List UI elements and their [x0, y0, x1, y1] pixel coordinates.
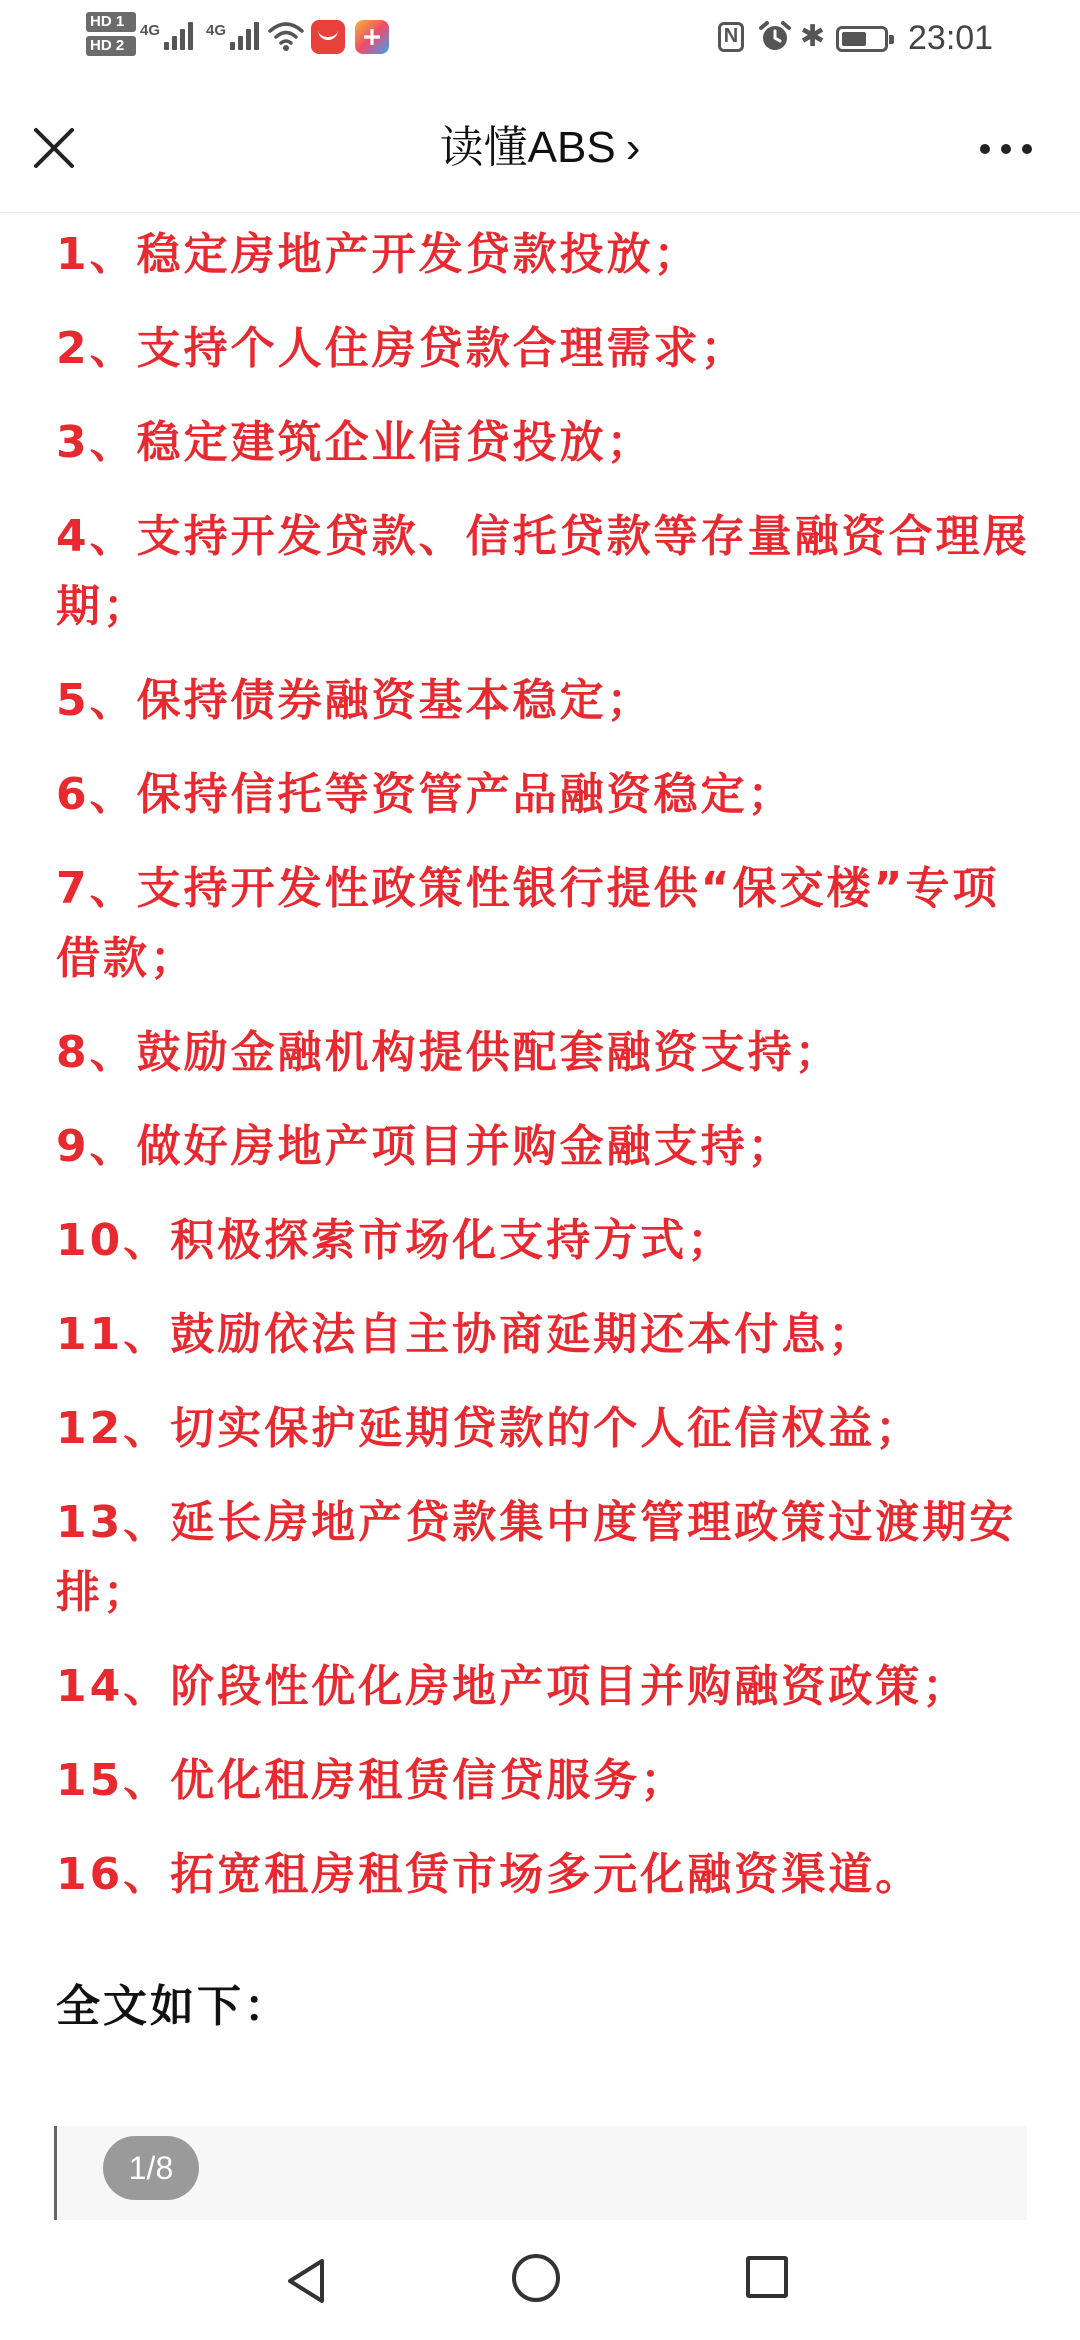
network-type-2: 4G [206, 22, 227, 39]
hd-indicators [86, 12, 136, 60]
list-item: 5、保持债券融资基本稳定； [56, 675, 654, 726]
network-type-1: 4G [140, 22, 161, 39]
signal-icon-2 [230, 20, 262, 50]
list-item: 15、优化租房租赁信贷服务； [56, 1755, 688, 1806]
navigation-bar [0, 2220, 1080, 2340]
document-image-preview[interactable] [54, 2126, 1027, 2220]
list-item: 16、拓宽租房租赁市场多元化融资渠道。 [56, 1849, 923, 1900]
list-item: 4、支持开发贷款、信托贷款等存量融资合理展期； [56, 511, 1030, 632]
account-name[interactable]: 读懂ABS [439, 123, 616, 172]
nav-recent-icon[interactable] [746, 2256, 788, 2298]
more-icon[interactable] [978, 132, 1034, 164]
clock: 23:01 [908, 19, 994, 57]
policy-list [56, 220, 1036, 1910]
alarm-icon [758, 20, 792, 54]
list-item: 1、稳定房地产开发贷款投放； [56, 229, 701, 280]
bluetooth-icon: ✱ [800, 20, 826, 53]
list-item: 11、鼓励依法自主协商延期还本付息； [56, 1309, 876, 1360]
wifi-icon [268, 20, 304, 52]
hd1-badge: HD 1 [86, 12, 136, 32]
title-bar [0, 84, 1080, 213]
list-item: 3、稳定建筑企业信贷投放； [56, 417, 654, 468]
list-item: 13、延长房地产贷款集中度管理政策过渡期安排； [56, 1497, 1017, 1618]
nav-home-icon[interactable] [512, 2254, 560, 2302]
list-item: 2、支持个人住房贷款合理需求； [56, 323, 748, 374]
nfc-icon: N [718, 22, 744, 52]
list-item: 9、做好房地产项目并购金融支持； [56, 1121, 795, 1172]
app-notification-icon [355, 20, 389, 54]
list-item: 8、鼓励金融机构提供配套融资支持； [56, 1027, 842, 1078]
status-bar [0, 0, 1080, 84]
page-title[interactable] [0, 84, 1080, 212]
battery-icon [836, 26, 888, 52]
list-item: 12、切实保护延期贷款的个人征信权益； [56, 1403, 923, 1454]
fulltext-heading: 全文如下： [56, 1981, 291, 2032]
list-item: 6、保持信托等资管产品融资稳定； [56, 769, 795, 820]
nav-back-icon[interactable] [282, 2256, 330, 2306]
hd2-badge: HD 2 [86, 36, 136, 56]
list-item: 7、支持开发性政策性银行提供“保交楼”专项借款； [56, 863, 1000, 984]
chevron-right-icon: › [625, 123, 641, 172]
article-body [56, 212, 1036, 2042]
page-indicator: 1/8 [103, 2136, 199, 2200]
signal-icon-1 [164, 20, 196, 50]
list-item: 10、积极探索市场化支持方式； [56, 1215, 735, 1266]
huawei-app-icon [311, 20, 345, 54]
list-item: 14、阶段性优化房地产项目并购融资政策； [56, 1661, 970, 1712]
